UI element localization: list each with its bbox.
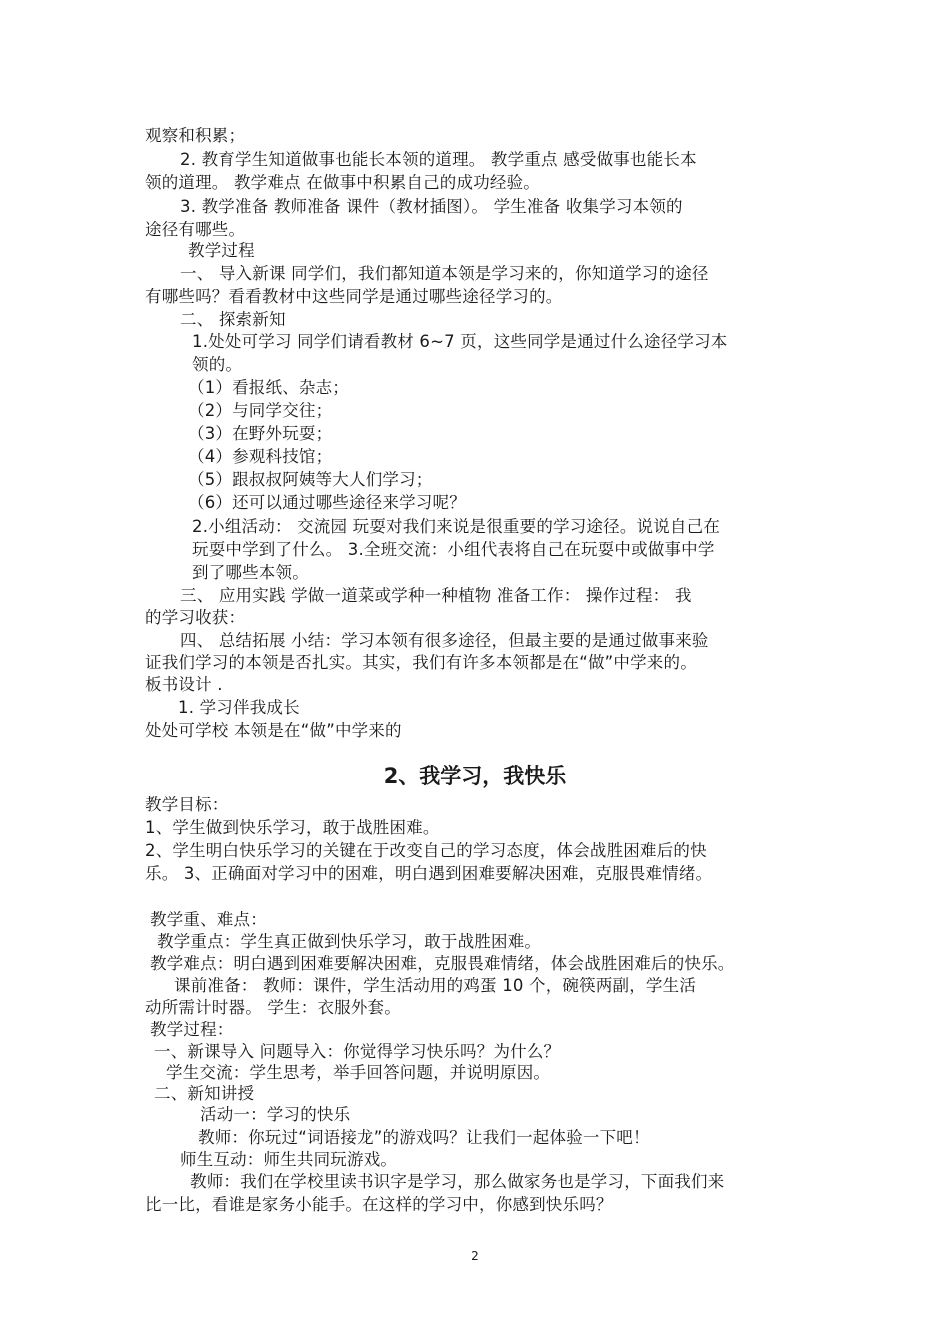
list-item: （6）还可以通过哪些途径来学习呢？ [188, 493, 466, 512]
text-line: 的学习收获： [145, 608, 246, 627]
text-line: 领的道理。 教学难点 在做事中积累自己的成功经验。 [145, 173, 540, 192]
list-item: （2）与同学交往； [188, 401, 333, 420]
text-line: 处处可学校 本领是在“做”中学来的 [145, 721, 402, 740]
text-line: 课前准备： 教师：课件，学生活动用的鸡蛋 10 个，碗筷两副，学生活 [174, 976, 697, 995]
text-line: 1、学生做到快乐学习，敢于战胜困难。 [145, 818, 440, 837]
text-line: 观察和积累； [145, 126, 246, 145]
lesson-title: 2、我学习，我快乐 [383, 764, 567, 788]
text-line: 二、新知讲授 [154, 1084, 255, 1103]
text-line: 有哪些吗？看看教材中这些同学是通过哪些途径学习的。 [145, 287, 563, 306]
text-line: 2、学生明白快乐学习的关键在于改变自己的学习态度，体会战胜困难后的快 [145, 841, 707, 860]
section-heading: 教学过程 [188, 241, 255, 260]
text-line: 教学过程： [150, 1020, 234, 1039]
text-line: 比一比，看谁是家务小能手。在这样的学习中，你感到快乐吗？ [145, 1195, 613, 1214]
text-line: 教学重、难点： [150, 910, 267, 929]
text-line: 领的。 [192, 355, 243, 374]
text-line: 四、 总结拓展 小结：学习本领有很多途径，但最主要的是通过做事来验 [180, 631, 709, 650]
text-line: 学生交流：学生思考，举手回答问题，并说明原因。 [166, 1063, 551, 1082]
text-line: 教学难点：明白遇到困难要解决困难，克服畏难情绪，体会战胜困难后的快乐。 [150, 954, 735, 973]
text-line: 一、新课导入 问题导入：你觉得学习快乐吗？为什么？ [154, 1042, 561, 1061]
list-item: （5）跟叔叔阿姨等大人们学习； [188, 470, 433, 489]
page-number: 2 [471, 1249, 479, 1263]
text-line: 到了哪些本领。 [192, 563, 309, 582]
list-item: （3）在野外玩耍； [188, 424, 333, 443]
text-line: 活动一：学习的快乐 [200, 1105, 351, 1124]
text-line: 玩耍中学到了什么。 3.全班交流：小组代表将自己在玩耍中或做事中学 [192, 540, 715, 559]
text-line: 教师：我们在学校里读书识字是学习，那么做家务也是学习，下面我们来 [190, 1172, 725, 1191]
text-line: 教师：你玩过“词语接龙”的游戏吗？让我们一起体验一下吧！ [198, 1128, 650, 1147]
text-line: 教学目标： [145, 795, 229, 814]
text-line: 一、 导入新课 同学们，我们都知道本领是学习来的，你知道学习的途径 [180, 264, 709, 283]
list-item: （1）看报纸、杂志； [188, 378, 349, 397]
section-heading: 二、 探索新知 [180, 310, 286, 329]
text-line: 2.小组活动： 交流园 玩耍对我们来说是很重要的学习途径。说说自己在 [192, 517, 721, 536]
text-line: 板书设计 . [145, 675, 223, 694]
text-line: 3. 教学准备 教师准备 课件（教材插图）。 学生准备 收集学习本领的 [180, 197, 683, 216]
text-line: 途径有哪些。 [145, 220, 246, 239]
list-item: （4）参观科技馆； [188, 447, 333, 466]
text-line: 1.处处可学习 同学们请看教材 6~7 页，这些同学是通过什么途径学习本 [192, 332, 728, 351]
text-line: 2. 教育学生知道做事也能长本领的道理。 教学重点 感受做事也能长本 [180, 150, 697, 169]
text-line: 师生互动：师生共同玩游戏。 [180, 1150, 398, 1169]
text-line: 动所需计时器。 学生：衣服外套。 [145, 998, 401, 1017]
text-line: 乐。 3、正确面对学习中的困难，明白遇到困难要解决困难，克服畏难情绪。 [145, 864, 713, 883]
text-line: 三、 应用实践 学做一道菜或学种一种植物 准备工作： 操作过程： 我 [180, 586, 692, 605]
text-line: 教学重点：学生真正做到快乐学习，敢于战胜困难。 [157, 932, 542, 951]
text-line: 1. 学习伴我成长 [178, 698, 300, 717]
text-line: 证我们学习的本领是否扎实。其实，我们有许多本领都是在“做”中学来的。 [145, 653, 697, 672]
